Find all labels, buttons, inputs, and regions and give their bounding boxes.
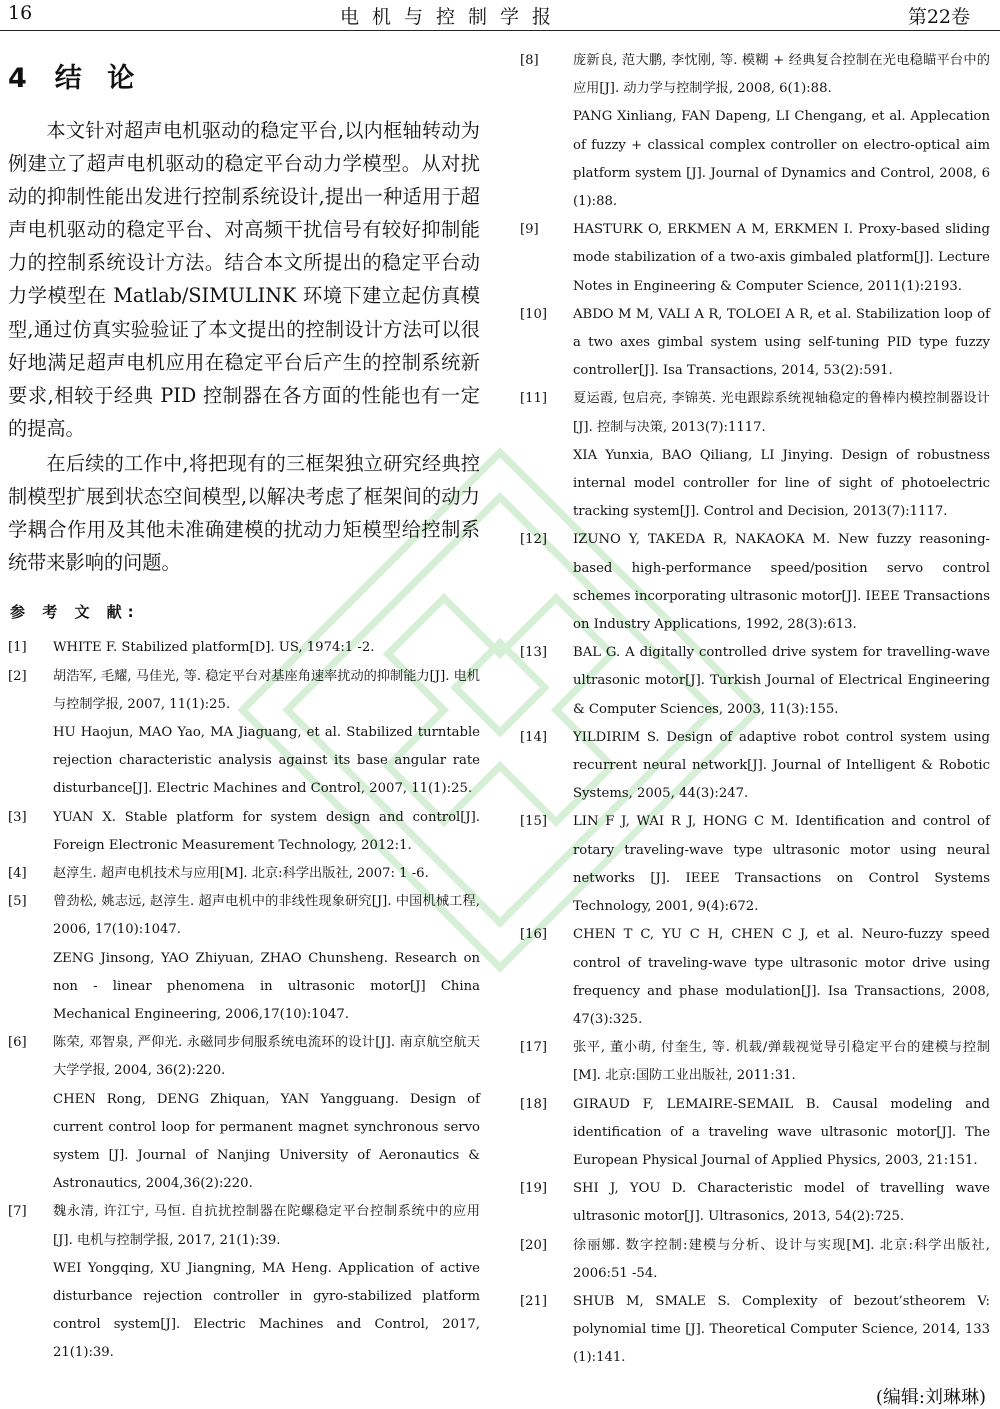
conclusion-paragraph: 本文针对超声电机驱动的稳定平台,以内框轴转动为例建立了超声电机驱动的稳定平台动力学模型。从对扰动的抑制性能出发进行控制系统设计,提出一种适用于超声电机驱动的稳定平台、对高频干扰信号有较好抑制能力的控制系统设计方法。结合本文所提出的稳定平台动力学模型在 Matlab/SIMULINK 环境下建立起仿真模型,通过仿真实验验证了本文提出的控制设计方法可以很好地满足超声电机应用在稳定平台后产生的控制系统新要求,相较于经典 PID 控制器在各方面的性能也有一定的提高。 (8, 119, 480, 440)
reference-number: [20] (520, 1237, 548, 1253)
reference-item (8, 634, 480, 662)
reference-text: YILDIRIM S. Design of adaptive robot control system using recurrent neural network[J]. Journal of Intelligent & Robotic Systems, 2005, 44(3):247. (573, 729, 990, 802)
left-column (8, 58, 480, 1368)
reference-item (520, 1232, 990, 1288)
reference-text: 张平, 董小萌, 付奎生, 等. 机载/弹载视觉导引稳定平台的建模与控制[M]. 北京:国防工业出版社, 2011:31. (573, 1040, 990, 1084)
reference-text: PANG Xinliang, FAN Dapeng, LI Chengang, et al. Applecation of fuzzy + classical complex controller on electro-optical aim platform system [J]. Journal of Dynamics and Control, 2008, 6 (1):88. (573, 109, 990, 210)
reference-number: [13] (520, 645, 548, 661)
reference-text: 徐丽娜. 数字控制:建模与分析、设计与实现[M]. 北京:科学出版社, 2006:51 -54. (573, 1237, 990, 1281)
reference-number: [6] (8, 1035, 27, 1051)
reference-item (8, 860, 480, 888)
reference-text: 陈荣, 邓智泉, 严仰光. 永磁同步伺服系统电流环的设计[J]. 南京航空航天大学学报, 2004, 36(2):220. (53, 1035, 480, 1079)
section-number: 4 (8, 63, 27, 94)
reference-number: [2] (8, 668, 27, 684)
reference-number: [4] (8, 865, 27, 881)
reference-number: [12] (520, 532, 548, 548)
future-work-paragraph: 在后续的工作中,将把现有的三框架独立研究经典控制模型扩展到状态空间模型,以解决考虑了框架间的动力学耦合作用及其他未准确建模的扰动力矩模型给控制系统带来影响的问题。 (8, 451, 480, 575)
reference-text: GIRAUD F, LEMAIRE-SEMAIL B. Causal modeling and identification of a traveling wave ultrasonic motor[J]. The European Physical Journal of Applied Physics, 2003, 21:151. (573, 1096, 990, 1168)
reference-number: [11] (520, 391, 548, 407)
reference-number: [3] (8, 809, 27, 825)
reference-text: CHEN Rong, DENG Zhiquan, YAN Yangguang. Design of current control loop for permanent magnet synchronous servo system [J]. Journal of Nanjing University of Aeronautics & Astronautics, 2004,36(2):220. (53, 1091, 480, 1192)
reference-item (8, 1029, 480, 1198)
reference-item (520, 724, 990, 809)
reference-text: YUAN X. Stable platform for system design and control[J]. Foreign Electronic Measurement Technology, 2012:1. (53, 809, 480, 853)
reference-number: [7] (8, 1204, 27, 1220)
conclusion-heading (8, 58, 480, 100)
reference-item (520, 921, 990, 1034)
reference-number: [5] (8, 894, 27, 910)
reference-text: XIA Yunxia, BAO Qiliang, LI Jinying. Design of robustness internal model controller for line of sight of photoelectric tracking system[J]. Control and Decision, 2013(7):1117. (573, 447, 990, 520)
journal-name: 电机与控制学报 (340, 6, 565, 28)
section-title: 结 论 (54, 63, 143, 94)
reference-number: [14] (520, 729, 548, 745)
reference-item (520, 808, 990, 921)
reference-text: HASTURK O, ERKMEN A M, ERKMEN I. Proxy-based sliding mode stabilization of a two-axis gimbaled platform[J]. Lecture Notes in Engineering & Computer Science, 2011(1):2193. (573, 222, 990, 294)
reference-text: ZENG Jinsong, YAO Zhiyuan, ZHAO Chunsheng. Research on non - linear phenomena in ultrasonic motor[J] China Mechanical Engineering, 2006,17(10):1047. (53, 950, 480, 1022)
reference-text: WHITE F. Stabilized platform[D]. US, 1974:1 -2. (53, 640, 375, 656)
reference-text: SHI J, YOU D. Characteristic model of travelling wave ultrasonic motor[J]. Ultrasonics, 2013, 54(2):725. (573, 1181, 990, 1225)
reference-number: [19] (520, 1181, 548, 1197)
reference-text: SHUB M, SMALE S. Complexity of bezout’stheorem V: polynomial time [J]. Theoretical Computer Science, 2014, 133 (1):141. (573, 1293, 990, 1366)
reference-text: LIN F J, WAI R J, HONG C M. Identification and control of rotary traveling-wave type ultrasonic motor using neural networks [J]. IEEE Transactions on Control Systems Technology, 2001, 9(4):672. (573, 814, 990, 915)
reference-item (520, 385, 990, 526)
reference-text: IZUNO Y, TAKEDA R, NAKAOKA M. New fuzzy reasoning-based high-performance speed/position servo control schemes incorporating ultrasonic motor[J]. IEEE Transactions on Industry Applications, 1992, 28(3):613. (573, 532, 990, 633)
reference-list-left (8, 634, 480, 1367)
reference-text: 赵淳生. 超声电机技术与应用[M]. 北京:科学出版社, 2007: 1 -6. (53, 865, 429, 881)
references-heading: 参 考 文 献: (10, 603, 140, 622)
running-header (0, 0, 1000, 30)
reference-list-right (520, 47, 990, 1373)
reference-item (520, 526, 990, 639)
reference-text: 魏永清, 许江宁, 马恒. 自抗扰控制器在陀螺稳定平台控制系统中的应用[J]. 电机与控制学报, 2017, 21(1):39. (53, 1204, 480, 1248)
reference-text: WEI Yongqing, XU Jiangning, MA Heng. Application of active disturbance rejection controller in gyro-stabilized platform control system[J]. Electric Machines and Control, 2017, 21(1):39. (53, 1260, 480, 1361)
reference-number: [17] (520, 1040, 548, 1056)
reference-item (520, 47, 990, 216)
reference-number: [8] (520, 53, 539, 68)
reference-item (520, 1175, 990, 1231)
reference-number: [15] (520, 814, 548, 830)
reference-item (520, 301, 990, 386)
reference-text: 庞新良, 范大鹏, 李忱刚, 等. 模糊 + 经典复合控制在光电稳瞄平台中的应用[J]. 动力学与控制学报, 2008, 6(1):88. (573, 53, 990, 97)
reference-text: BAL G. A digitally controlled drive system for travelling-wave ultrasonic motor[J]. Turkish Journal of Electrical Engineering & Computer Sciences, 2003, 11(3):155. (573, 645, 990, 717)
reference-text: 胡浩军, 毛耀, 马佳光, 等. 稳定平台对基座角速率扰动的抑制能力[J]. 电机与控制学报, 2007, 11(1):25. (53, 668, 480, 712)
reference-number: [10] (520, 306, 548, 322)
reference-number: [1] (8, 640, 27, 656)
volume-label: 第22卷 (907, 6, 970, 28)
reference-number: [16] (520, 927, 548, 943)
reference-item (520, 639, 990, 724)
reference-item (520, 1091, 990, 1176)
reference-number: [18] (520, 1096, 548, 1112)
reference-item (8, 888, 480, 1029)
reference-item (8, 663, 480, 804)
reference-item (520, 1288, 990, 1373)
page-number: 16 (8, 2, 33, 24)
reference-text: 夏运霞, 包启亮, 李锦英. 光电跟踪系统视轴稳定的鲁棒内模控制器设计[J]. 控制与决策, 2013(7):1117. (573, 391, 990, 435)
reference-text: HU Haojun, MAO Yao, MA Jiaguang, et al. Stabilized turntable rejection characteristic analysis against its base angular rate disturbance[J]. Electric Machines and Control, 2007, 11(1):25. (53, 724, 480, 797)
reference-text: 曾劲松, 姚志远, 赵淳生. 超声电机中的非线性现象研究[J]. 中国机械工程, 2006, 17(10):1047. (53, 894, 480, 938)
right-column (520, 47, 990, 1409)
header-rule (0, 30, 1000, 31)
editor-note: (编辑:刘琳琳) (875, 1386, 986, 1408)
reference-text: ABDO M M, VALI A R, TOLOEI A R, et al. Stabilization loop of a two axes gimbal system using self-tuning PID type fuzzy controller[J]. Isa Transactions, 2014, 53(2):591. (573, 306, 990, 379)
reference-item (520, 216, 990, 301)
reference-number: [9] (520, 222, 539, 238)
reference-item (520, 1034, 990, 1090)
reference-item (8, 804, 480, 860)
reference-text: CHEN T C, YU C H, CHEN C J, et al. Neuro-fuzzy speed control of traveling-wave type ultrasonic motor drive using frequency and phase modulation[J]. Isa Transactions, 2008, 47(3):325. (573, 927, 990, 1027)
reference-number: [21] (520, 1293, 548, 1309)
reference-item (8, 1198, 480, 1367)
